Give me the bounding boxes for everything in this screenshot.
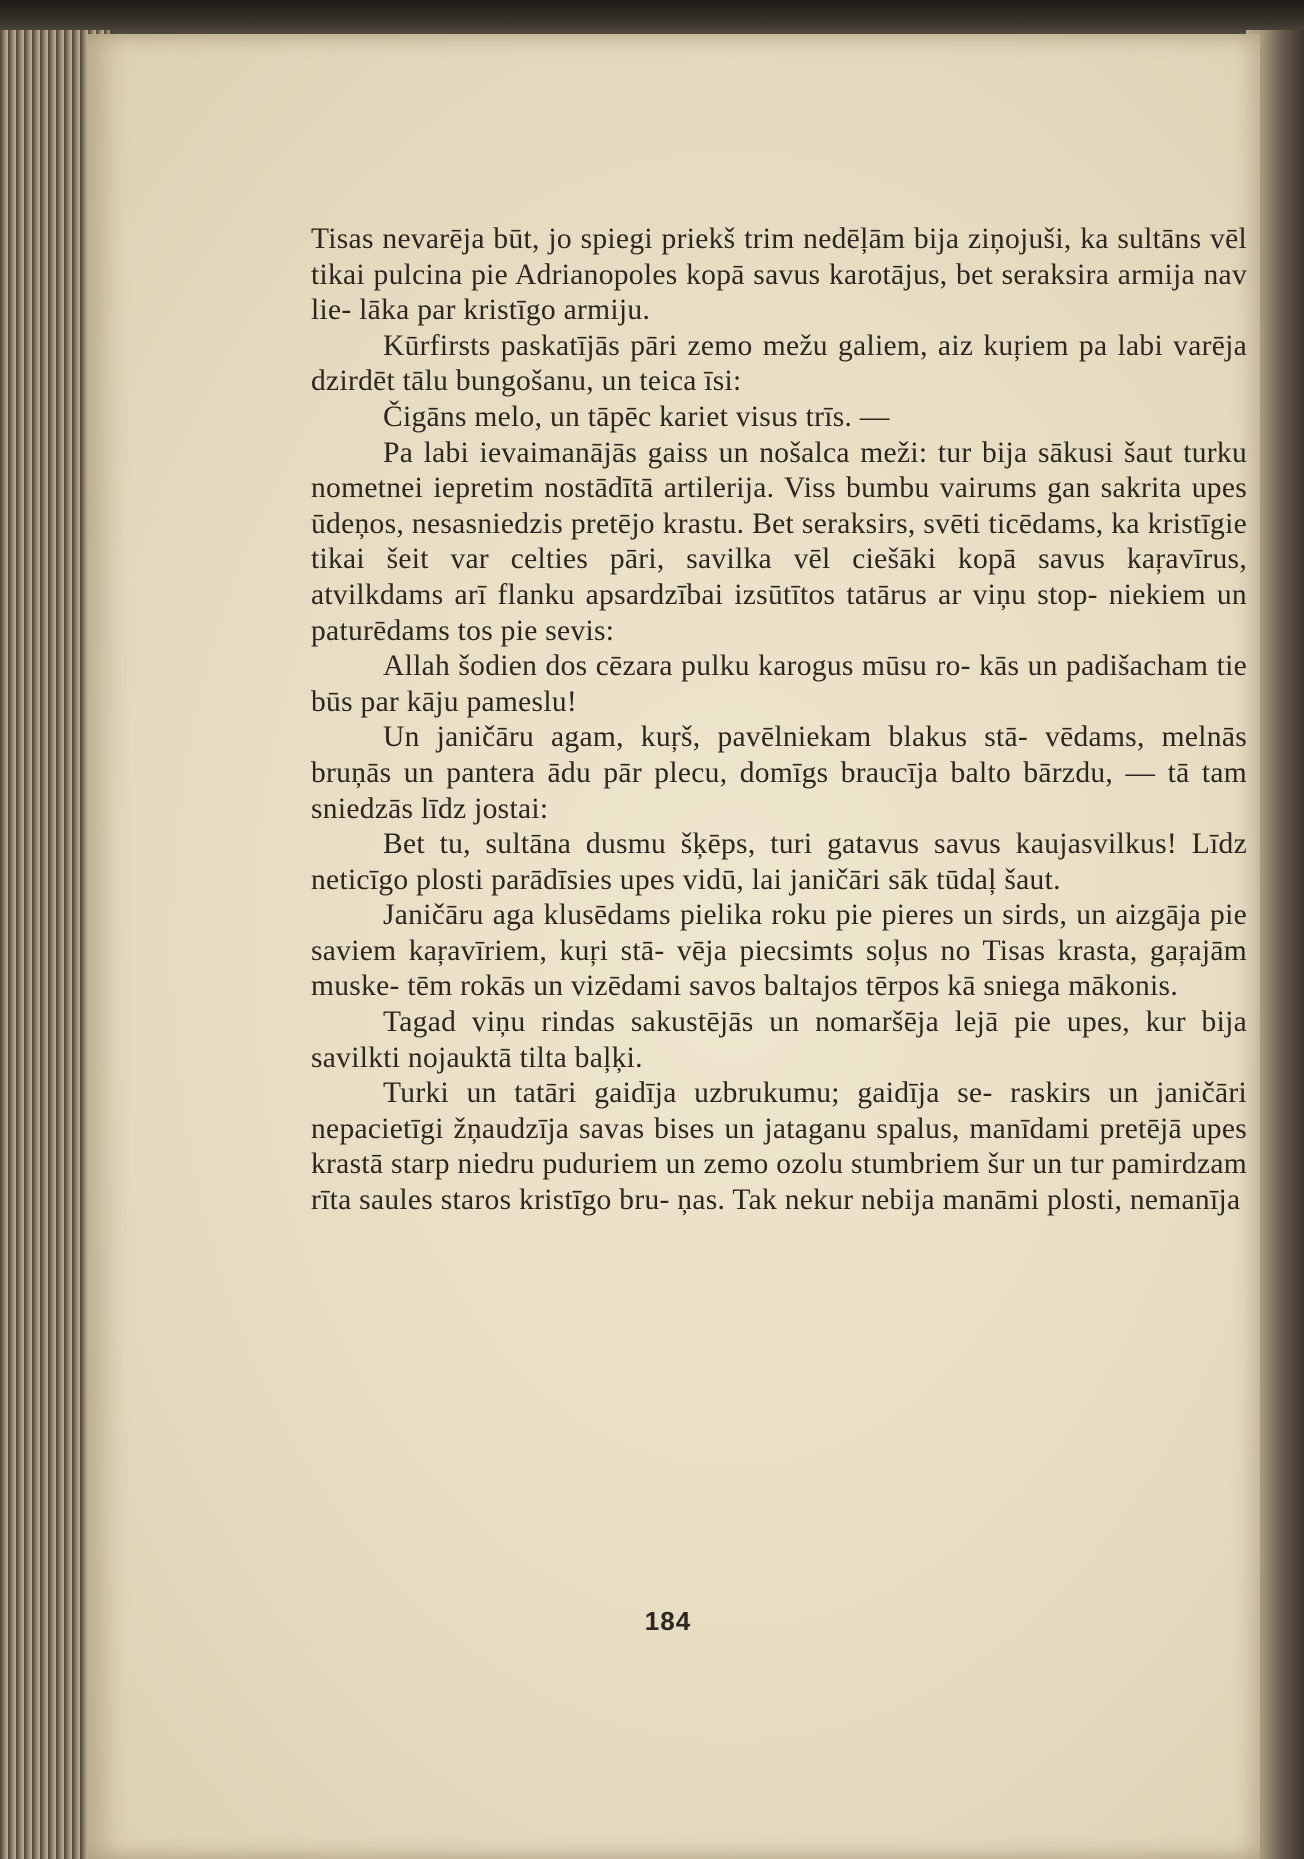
paragraph: Janičāru aga klusēdams pielika roku pie pieres un sirds, un aizgāja pie saviem kaŗavīriem, kuŗi stā- vēja piecsimts soļus no Tisas krasta, gaŗajām muske- tēm rokās un vizēdami savos baltajos tērpos kā sniega mākonis. xyxy=(311,899,1247,1003)
book-binding-top xyxy=(0,0,1304,38)
paragraph: Tisas nevarēja būt, jo spiegi priekš trim nedēļām bija ziņojuši, ka sultāns vēl tikai pulcina pie Adrianopoles kopā savus karotājus, bet seraksira armija nav lie- lāka par kristīgo armiju. xyxy=(311,223,1247,327)
paragraph: Turki un tatāri gaidīja uzbrukumu; gaidīja se- raskirs un janičāri nepacietīgi žņaudzīja savas bises un jataganu spalus, manīdami pretējā upes krastā starp niedru puduriem un zemo ozolu stumbriem šur un tur pamirdzam rīta saules staros kristīgo bru- ņas. Tak nekur nebija manāmi plosti, nemanīja xyxy=(311,1077,1247,1217)
paragraph: Un janičāru agam, kuŗš, pavēlniekam blakus stā- vēdams, melnās bruņās un pantera ādu pār plecu, domīgs braucīja balto bārzdu, — tā tam sniedzās līdz jostai: xyxy=(311,721,1247,825)
book-page xyxy=(88,34,1260,1859)
page-number-container xyxy=(88,1606,1260,1637)
paragraph: Kūrfirsts paskatījās pāri zemo mežu galiem, aiz kuŗiem pa labi varēja dzirdēt tālu bungošanu, un teica īsi: xyxy=(311,329,1247,398)
paragraph: Tagad viņu rindas sakustējās un nomaršēja lejā pie upes, kur bija savilkti nojauktā tilta baļķi. xyxy=(311,1006,1247,1074)
paragraph: Allah šodien dos cēzara pulku karogus mūsu ro- kās un padišacham tie būs par kāju pameslu! xyxy=(311,650,1247,718)
paragraph: Bet tu, sultāna dusmu šķēps, turi gatavus savus kaujasvilkus! Līdz neticīgo plosti parādīsies upes vidū, lai janičāri sāk tūdaļ šaut. xyxy=(311,828,1247,896)
paragraph: Pa labi ievaimanājās gaiss un nošalca meži: tur bija sākusi šaut turku nometnei iepretim nostādītā artilerija. Viss bumbu vairums gan sakrita upes ūdeņos, nesasniedzis pretējo krastu. Bet seraksirs, svēti ticēdams, ka kristīgie tikai šeit var celties pāri, savilka vēl ciešāki kopā savus kaŗavīrus, atvilkdams arī flanku apsardzībai izsūtītos tatārus ar viņu stop- niekiem un paturēdams tos pie sevis: xyxy=(311,436,1247,647)
page-number: 184 xyxy=(644,1606,692,1636)
body-text xyxy=(311,222,1247,1219)
paragraph: Čigāns melo, un tāpēc kariet visus trīs. — xyxy=(383,400,890,433)
